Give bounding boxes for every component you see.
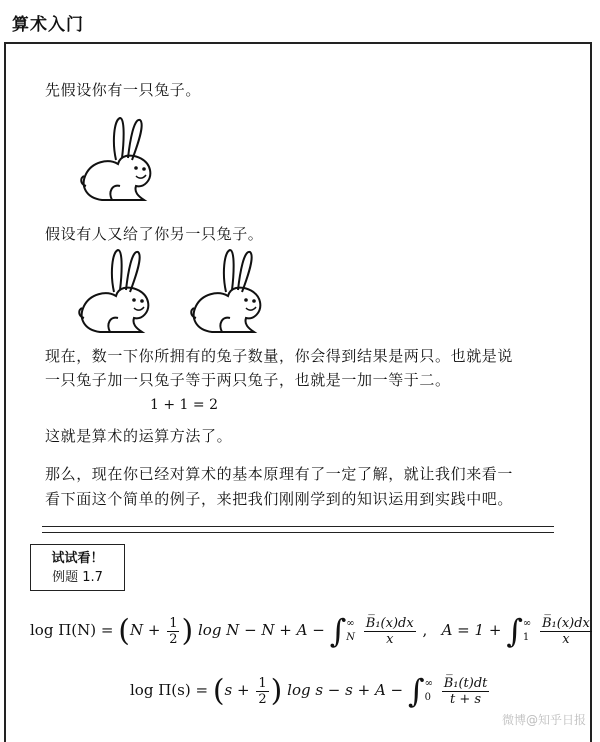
formula-2-p1: s + (224, 681, 250, 699)
example-ref: 例题 1.7 (52, 570, 103, 585)
rabbit-icon (188, 244, 268, 336)
integrand-denominator: t + s (450, 691, 482, 707)
line-3: 现在，数一下你所拥有的兔子数量，你会得到结果是两只。也就是说 (45, 347, 514, 365)
upper-limit: ∞ (522, 618, 532, 629)
try-label: 试试看！ (51, 551, 104, 566)
integrand-denominator: x (562, 631, 570, 647)
integrand-denominator: x (386, 631, 394, 647)
formula-1-p1: N + (129, 621, 161, 639)
formula-2-lhs: log Π(s) = (130, 681, 209, 699)
lower-limit: N (346, 632, 356, 643)
integrand-numerator: B̅₁(t)dt (443, 675, 488, 691)
line-1: 先假设你有一只兔子。 (45, 81, 202, 99)
divider (42, 532, 554, 533)
formula-1-rhs: A = 1 + (441, 621, 502, 639)
formula-1: log Π(N) = (N + $\frac{1}{2}$ ) log N − N + A − ∫ ∞ N $\frac{\text{B̅₁(x)dx}}{x}$ , A = 1 + ∫ ∞ 1 $\frac{\text{B̅₁(x)dx}}{x}$ (30, 612, 590, 650)
lower-limit: 0 (424, 692, 431, 703)
line-2: 假设有人又给了你另一只兔子。 (45, 225, 264, 243)
integrand-numerator: B̅₁(x)dx (541, 615, 590, 631)
half-numerator: 1 (258, 675, 267, 691)
lower-limit: 1 (522, 632, 530, 643)
formula-2-mid: log s − s + A − (287, 681, 404, 699)
line-7: 看下面这个简单的例子，来把我们刚刚学到的知识运用到实践中吧。 (45, 490, 514, 508)
upper-limit: ∞ (424, 678, 433, 689)
formula-1-mid: log N − N + A − (197, 621, 325, 639)
formula-1-lhs: log Π(N) = (30, 621, 114, 639)
page-title: 算术入门 (12, 15, 84, 35)
formula-separator: , (422, 621, 428, 639)
watermark: 微博@知乎日报 (501, 713, 586, 727)
line-6: 那么，现在你已经对算术的基本原理有了一定了解，就让我们来看一 (45, 465, 514, 483)
formula-2: log Π(s) = (s + $\frac{1}{2}$ ) log s − s + A − ∫ ∞ 0 $\frac{\text{B̅₁(t)dt}}{t + s}$ (130, 672, 488, 710)
rabbit-icon (76, 244, 156, 336)
simple-equation: 1 + 1 = 2 (150, 397, 218, 413)
integrand-numerator: B̅₁(x)dx (365, 615, 414, 631)
half-denominator: 2 (258, 691, 267, 707)
half-denominator: 2 (169, 631, 178, 647)
line-5: 这就是算术的运算方法了。 (45, 427, 233, 445)
upper-limit: ∞ (346, 618, 355, 629)
half-numerator: 1 (169, 615, 178, 631)
example-box (30, 544, 125, 591)
rabbit-icon (78, 112, 158, 204)
line-4: 一只兔子加一只兔子等于两只兔子，也就是一加一等于二。 (45, 371, 451, 389)
divider (42, 526, 554, 527)
